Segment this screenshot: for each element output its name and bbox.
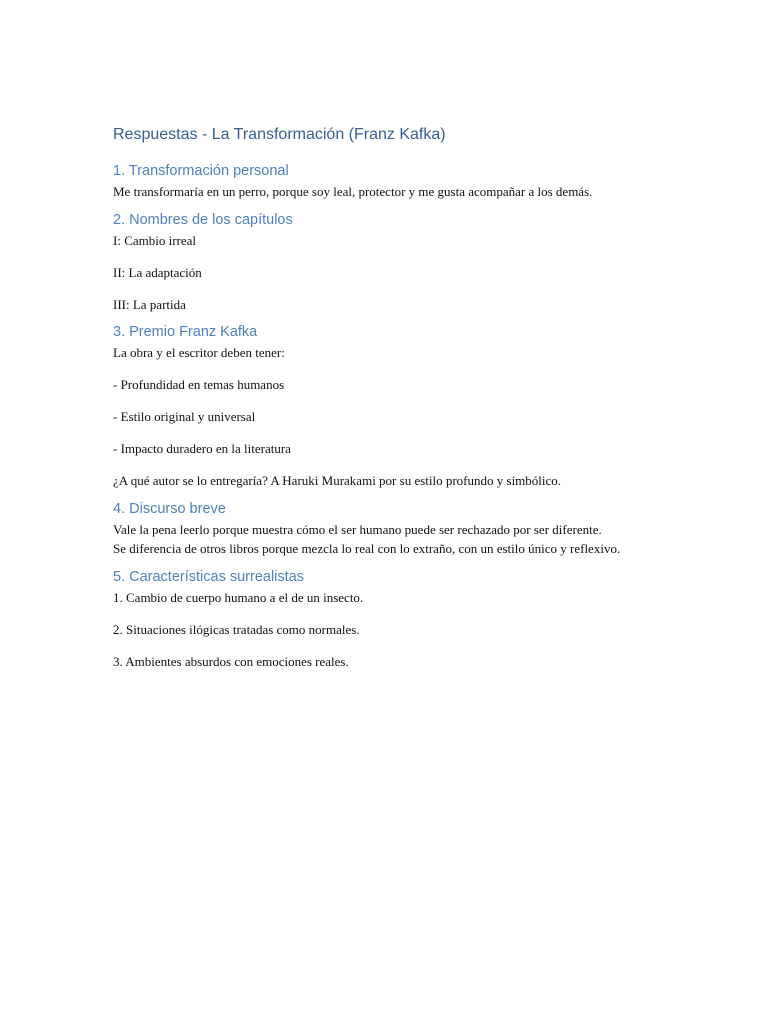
- paragraph: 1. Cambio de cuerpo humano a el de un insecto.: [113, 589, 364, 605]
- paragraph: III: La partida: [113, 296, 186, 312]
- paragraph: ¿A qué autor se lo entregaría? A Haruki Murakami por su estilo profundo y simbólico.: [113, 473, 562, 488]
- document-body: [113, 124, 633, 679]
- paragraph: 3. Ambientes absurdos con emociones reales.: [113, 653, 349, 669]
- section-discurso-breve: [113, 499, 633, 559]
- document-title: Respuestas - La Transformación (Franz Kafka): [113, 126, 446, 143]
- paragraph: - Profundidad en temas humanos: [113, 377, 285, 392]
- paragraph: Se diferencia de otros libros porque mezcla lo real con lo extraño, con un estilo único y reflexivo.: [113, 541, 621, 556]
- paragraph: La obra y el escritor deben tener:: [113, 345, 285, 360]
- section-heading: 3. Premio Franz Kafka: [113, 324, 258, 340]
- section-heading: 2. Nombres de los capítulos: [113, 211, 293, 228]
- section-transformacion-personal: [113, 161, 633, 202]
- paragraph: II: La adaptación: [113, 264, 202, 280]
- section-heading: 4. Discurso breve: [113, 500, 226, 517]
- section-nombres-capitulos: [113, 210, 633, 315]
- section-heading: 1. Transformación personal: [113, 163, 289, 179]
- paragraph: Vale la pena leerlo porque muestra cómo el ser humano puede ser rechazado por ser diferente.: [113, 521, 602, 537]
- paragraph: - Impacto duradero en la literatura: [113, 441, 291, 456]
- section-caracteristicas-surrealistas: [113, 567, 633, 672]
- paragraph: I: Cambio irreal: [113, 232, 197, 248]
- section-heading: 5. Características surrealistas: [113, 568, 304, 585]
- paragraph: Me transformaría en un perro, porque soy leal, protector y me gusta acompañar a los demás.: [113, 184, 593, 199]
- paragraph: - Estilo original y universal: [113, 409, 256, 424]
- paragraph: 2. Situaciones ilógicas tratadas como normales.: [113, 621, 360, 637]
- section-premio-franz-kafka: [113, 322, 633, 491]
